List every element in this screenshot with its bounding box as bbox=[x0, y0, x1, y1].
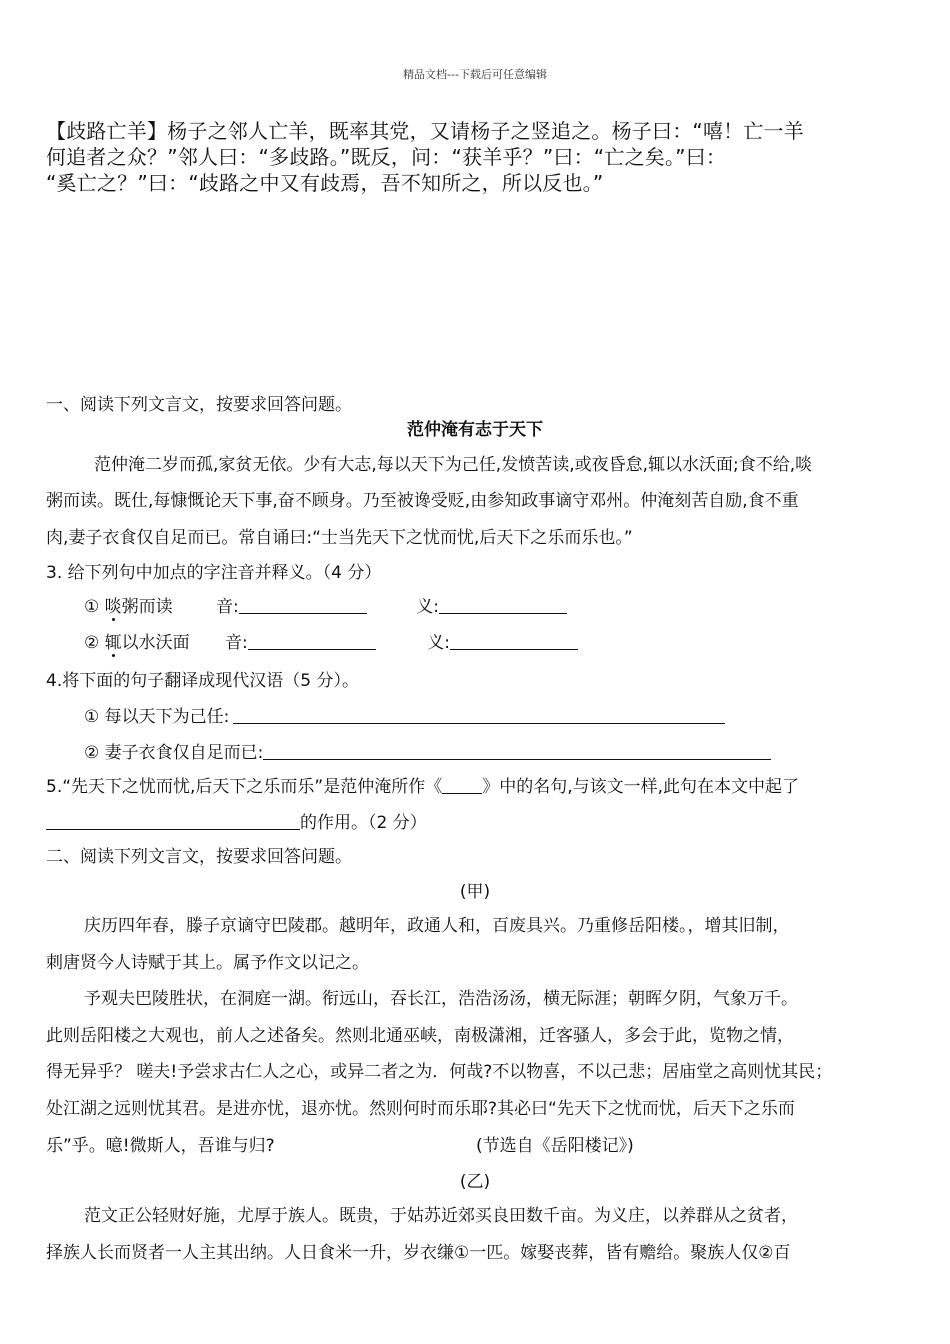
sound-blank[interactable] bbox=[248, 633, 376, 650]
q5-line-1 bbox=[46, 776, 799, 798]
section1-title: 范仲淹有志于天下 bbox=[407, 420, 543, 440]
meaning-blank[interactable] bbox=[450, 633, 578, 650]
q4-item-2 bbox=[84, 742, 771, 764]
passage-line: 刺唐贤今人诗赋于其上。属予作文以记之。 bbox=[46, 953, 369, 973]
function-blank[interactable] bbox=[46, 813, 300, 830]
passage-line: 范仲淹二岁而孤,家贫无依。少有大志,每以天下为己任,发愤苦读,或夜昏怠,辄以水沃面;食不给,啖 bbox=[94, 455, 813, 475]
meaning-label: 义: bbox=[427, 633, 450, 653]
q4-prompt: 4.将下面的句子翻译成现代汉语（5 分）。 bbox=[46, 671, 359, 691]
answer-blank[interactable] bbox=[263, 743, 771, 760]
section2-heading: 二、阅读下列文言文，按要求回答问题。 bbox=[46, 847, 352, 867]
q5-text: 》中的名句,与该文一样,此句在本文中起了 bbox=[482, 777, 800, 797]
sound-label: 音: bbox=[225, 633, 248, 653]
label-yi: (乙) bbox=[459, 1172, 491, 1192]
q5-text: 5.“先天下之忧而忧,后天下之乐而乐”是范仲淹所作《 bbox=[46, 777, 443, 797]
q3-item-1 bbox=[84, 596, 567, 618]
passage-line: 庆历四年春，滕子京谪守巴陵郡。越明年，政通人和，百废具兴。乃重修岳阳楼。，增其旧制， bbox=[84, 916, 790, 936]
idiom-line: 【歧路亡羊】杨子之邻人亡羊，既率其党，又请杨子之竖追之。杨子曰：“嘻！亡一羊 bbox=[46, 119, 804, 143]
passage-line: 择族人长而贤者一人主其出纳。人日食米一升，岁衣缣①一匹。嫁娶丧葬，皆有赡给。聚族人仅②百 bbox=[46, 1243, 791, 1263]
item-text: 粥而读 bbox=[121, 597, 173, 617]
dotted-char: 辄 bbox=[104, 633, 122, 653]
q5-line-2 bbox=[46, 812, 427, 834]
passage-line: 此则岳阳楼之大观也，前人之述备矣。然则北通巫峡，南极潇湘，迁客骚人，多会于此，览物之情， bbox=[46, 1026, 794, 1046]
section1-heading: 一、阅读下列文言文，按要求回答问题。 bbox=[46, 395, 352, 415]
q4-item-1 bbox=[84, 706, 725, 728]
passage-line: 处江湖之远则忧其君。是进亦忧，退亦忧。然则何时而乐耶?其必曰“先天下之忧而忧，后天下之乐而 bbox=[46, 1099, 795, 1119]
label-jia: (甲) bbox=[459, 882, 491, 902]
passage-line: 粥而读。既仕,每慷慨论天下事,奋不顾身。乃至被谗受贬,由参知政事谪守邓州。仲淹刻苦自励,食不重 bbox=[46, 491, 799, 511]
passage-line: 得无异乎？ 嗟夫!予尝求古仁人之心，或异二者之为．何哉?不以物喜，不以己悲；居庙堂之高则忧其民； bbox=[46, 1062, 833, 1082]
book-title-blank[interactable] bbox=[442, 777, 482, 794]
q5-text: 的作用。（2 分） bbox=[300, 813, 427, 833]
passage-line: 肉,妻子衣食仅自足而已。常自诵曰:“士当先天下之忧而忧,后天下之乐而乐也。” bbox=[46, 528, 633, 548]
passage-line: 范文正公轻财好施，尤厚于族人。既贵，于姑苏近郊买良田数千亩。为义庄，以养群从之贫者， bbox=[84, 1206, 798, 1226]
idiom-passage bbox=[46, 118, 906, 196]
sound-blank[interactable] bbox=[239, 597, 367, 614]
dotted-char: 啖 bbox=[104, 597, 122, 617]
q3-prompt: 3. 给下列句中加点的字注音并释义。（4 分） bbox=[46, 563, 382, 583]
q3-item-2 bbox=[84, 632, 578, 654]
page-header: 精品文档---下载后可任意编辑 bbox=[403, 68, 547, 81]
item-number: ① bbox=[84, 597, 100, 617]
item-text: 以水沃面 bbox=[121, 633, 190, 653]
item-number: ② bbox=[84, 633, 100, 653]
sound-label: 音: bbox=[216, 597, 239, 617]
meaning-blank[interactable] bbox=[439, 597, 567, 614]
idiom-line: “奚亡之？”曰：“歧路之中又有歧焉，吾不知所之，所以反也。” bbox=[46, 171, 604, 195]
passage-line: 予观夫巴陵胜状，在洞庭一湖。衔远山，吞长江，浩浩汤汤，横无际涯；朝晖夕阴，气象万千。 bbox=[84, 989, 798, 1009]
meaning-label: 义: bbox=[416, 597, 439, 617]
answer-blank[interactable] bbox=[233, 707, 725, 724]
item-text: ② 妻子衣食仅自足而已: bbox=[84, 743, 264, 763]
item-text: ① 每以天下为己任: bbox=[84, 707, 230, 727]
passage-line: 乐”乎。噫!微斯人，吾谁与归? bbox=[46, 1136, 275, 1156]
idiom-line: 何追者之众？”邻人曰：“多歧路。”既反，问：“获羊乎？”曰：“亡之矣。”曰： bbox=[46, 145, 727, 169]
source-citation: (节选自《岳阳楼记》) bbox=[476, 1136, 634, 1156]
